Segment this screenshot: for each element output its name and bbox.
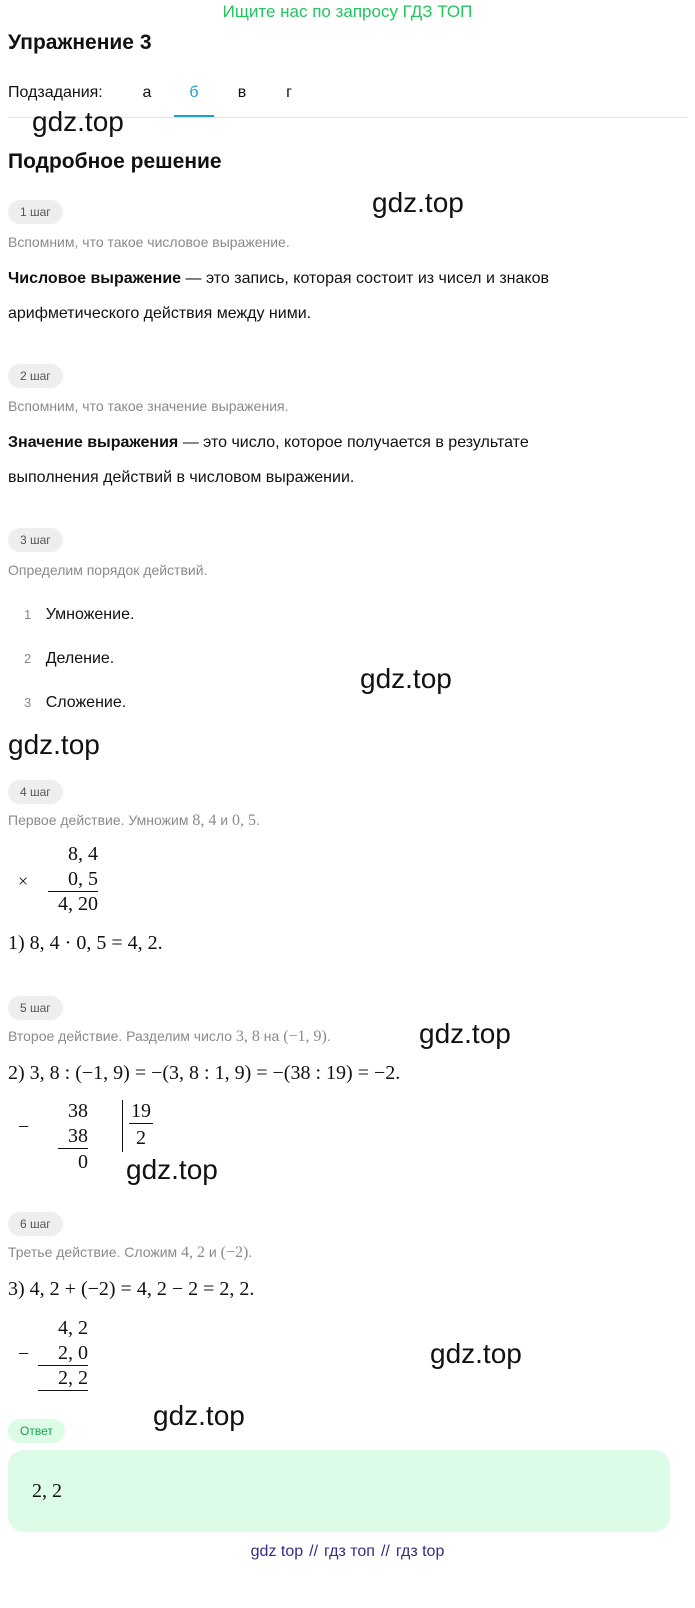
difference: 2, 2	[38, 1367, 88, 1391]
answer-label: Ответ	[8, 1419, 65, 1443]
answer-box	[8, 1450, 670, 1532]
step-hint: Первое действие. Умножим 8, 4 и 0, 5.	[8, 812, 260, 829]
operand: 2, 0	[38, 1342, 88, 1366]
list-text: Сложение.	[45, 694, 127, 711]
watermark: gdz.top	[372, 187, 464, 218]
subtask-tab-g[interactable]: г	[286, 84, 292, 101]
step-result: 2) 3, 8 : (−1, 9) = −(3, 8 : 1, 9) = −(38 : 19) = −2.	[8, 1062, 401, 1084]
top-banner[interactable]: Ищите нас по запросу ГДЗ ТОП	[222, 2, 473, 21]
list-item	[24, 606, 134, 624]
footer-link[interactable]: гдз top	[395, 1543, 445, 1560]
subtasks-label: Подзадания:	[8, 84, 103, 101]
quotient: 2	[136, 1127, 146, 1149]
subtask-tab-b[interactable]: б	[174, 84, 214, 117]
footer-separator: //	[380, 1543, 390, 1560]
operand: 0, 5	[48, 868, 98, 892]
watermark: gdz.top	[32, 106, 124, 137]
step-badge: 1 шаг	[8, 200, 63, 224]
subtrahend: 38	[58, 1125, 88, 1149]
minus-sign: −	[18, 1116, 30, 1138]
page-title: Упражнение 3	[8, 31, 152, 54]
list-number: 3	[24, 695, 32, 710]
step-hint: Третье действие. Сложим 4, 2 и (−2).	[8, 1244, 253, 1261]
list-text: Деление.	[45, 650, 115, 667]
step-badge: 2 шаг	[8, 364, 63, 388]
answer-value: 2, 2	[32, 1480, 62, 1502]
division-bar	[122, 1100, 123, 1152]
definition-paragraph	[8, 261, 668, 331]
step-hint: Вспомним, что такое значение выражения.	[8, 398, 289, 414]
definition-text: выполнения действий в числовом выражении.	[8, 469, 355, 486]
product: 4, 20	[58, 893, 98, 915]
step-badge: 4 шаг	[8, 780, 63, 804]
subtask-tab-v[interactable]: в	[237, 84, 247, 101]
section-title: Подробное решение	[8, 150, 222, 173]
operand: 8, 4	[68, 843, 98, 865]
list-number: 1	[24, 607, 32, 622]
footer-link[interactable]: gdz top	[250, 1543, 304, 1560]
footer-separator: //	[309, 1543, 319, 1560]
remainder: 0	[78, 1151, 88, 1173]
list-number: 2	[24, 651, 32, 666]
step-badge: 6 шаг	[8, 1212, 63, 1236]
step-badge: 5 шаг	[8, 996, 63, 1020]
definition-text: арифметического действия между ними.	[8, 305, 312, 322]
watermark: gdz.top	[419, 1018, 511, 1049]
list-item	[24, 650, 114, 668]
term: Числовое выражение	[8, 270, 182, 287]
watermark: gdz.top	[430, 1338, 522, 1369]
definition-text: — это число, которое получается в результате	[178, 434, 529, 451]
footer-links	[0, 1543, 695, 1561]
list-text: Умножение.	[45, 606, 135, 623]
step-badge: 3 шаг	[8, 528, 63, 552]
watermark: gdz.top	[153, 1400, 245, 1431]
step-hint: Вспомним, что такое числовое выражение.	[8, 234, 290, 250]
operand: 4, 2	[58, 1317, 88, 1339]
list-item	[24, 694, 126, 712]
times-sign: ×	[18, 871, 29, 891]
minus-sign: −	[18, 1343, 30, 1365]
watermark: gdz.top	[360, 663, 452, 694]
step-result: 1) 8, 4 · 0, 5 = 4, 2.	[8, 932, 163, 954]
divisor: 19	[131, 1100, 151, 1122]
step-hint: Определим порядок действий.	[8, 562, 208, 578]
step-hint: Второе действие. Разделим число 3, 8 на (−1, 9).	[8, 1028, 331, 1045]
definition-paragraph	[8, 425, 668, 495]
watermark: gdz.top	[8, 729, 100, 760]
subtask-tab-a[interactable]: а	[142, 84, 152, 101]
definition-text: — это запись, которая состоит из чисел и знаков	[181, 270, 549, 287]
step-result: 3) 4, 2 + (−2) = 4, 2 − 2 = 2, 2.	[8, 1278, 255, 1300]
term: Значение выражения	[8, 434, 179, 451]
footer-link[interactable]: гдз топ	[324, 1543, 375, 1560]
watermark: gdz.top	[126, 1154, 218, 1185]
dividend: 38	[68, 1100, 88, 1122]
